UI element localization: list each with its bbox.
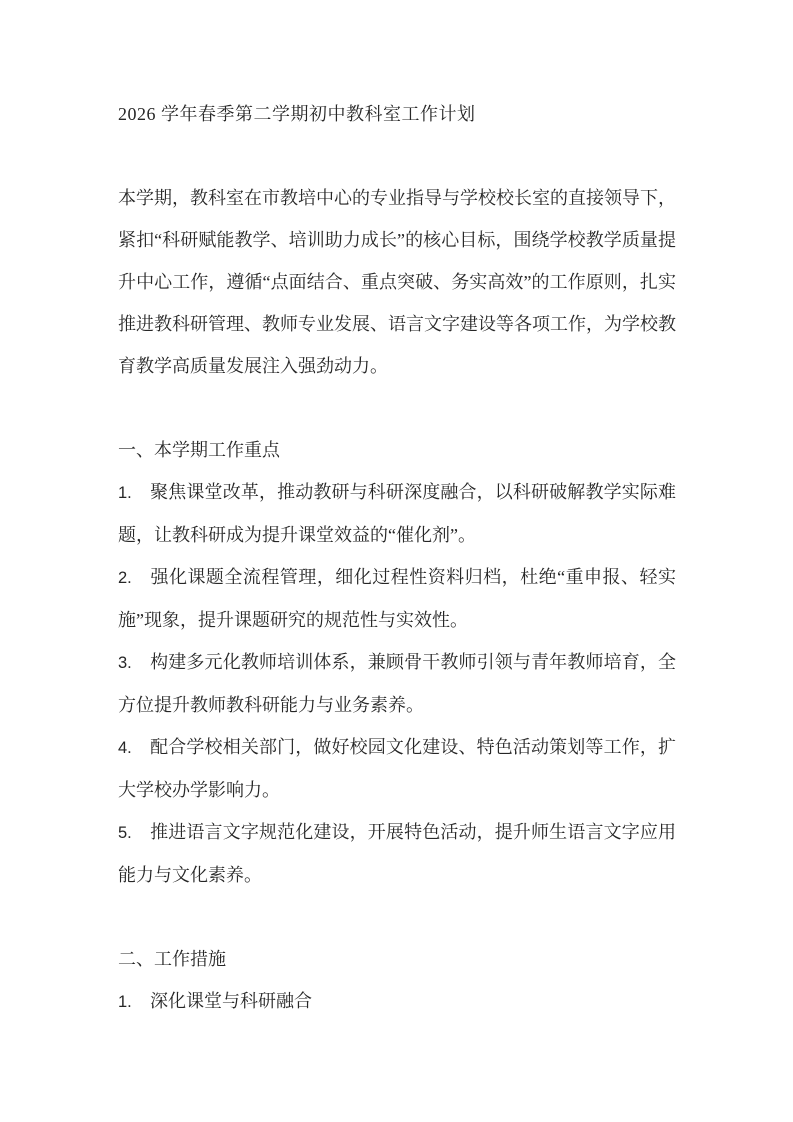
section-2-heading: 二、工作措施 (118, 949, 226, 969)
list-item-text: 聚焦课堂改革，推动教研与科研深度融合，以科研破解教学实际难题，让教科研成为提升课堂效益的“催化剂”。 (118, 482, 676, 545)
list-item-number: 1. (118, 484, 132, 502)
list-item-number: 4. (118, 739, 132, 757)
list-item-number: 5. (118, 824, 132, 842)
list-item (118, 726, 676, 811)
list-item-number: 3. (118, 654, 132, 672)
list-item-text: 强化课题全流程管理，细化过程性资料归档，杜绝“重申报、轻实施”现象，提升课题研究的规范性与实效性。 (118, 567, 676, 630)
list-item-text: 推进语言文字规范化建设，开展特色活动，提升师生语言文字应用能力与文化素养。 (118, 822, 676, 885)
document-title: 2026 学年春季第二学期初中教科室工作计划 (118, 104, 476, 124)
list-item (118, 556, 676, 641)
list-item-text: 构建多元化教师培训体系，兼顾骨干教师引领与青年教师培育，全方位提升教师教科研能力与业务素养。 (118, 652, 676, 715)
list-item (118, 980, 676, 1023)
list-item (118, 811, 676, 896)
list-item (118, 641, 676, 726)
list-item-text: 深化课堂与科研融合 (150, 991, 312, 1011)
intro-paragraph: 本学期，教科室在市教培中心的专业指导与学校校长室的直接领导下，紧扣“科研赋能教学、培训助力成长”的核心目标，围绕学校教学质量提升中心工作，遵循“点面结合、重点突破、务实高效”的工作原则，扎实推进教科研管理、教师专业发展、语言文字建设等各项工作，为学校教育教学高质量发展注入强劲动力。 (118, 188, 676, 376)
list-item-number: 2. (118, 569, 132, 587)
list-item (118, 471, 676, 556)
section-1-heading: 一、本学期工作重点 (118, 440, 280, 460)
list-item-number: 1. (118, 993, 132, 1011)
list-item-text: 配合学校相关部门，做好校园文化建设、特色活动策划等工作，扩大学校办学影响力。 (118, 737, 676, 800)
